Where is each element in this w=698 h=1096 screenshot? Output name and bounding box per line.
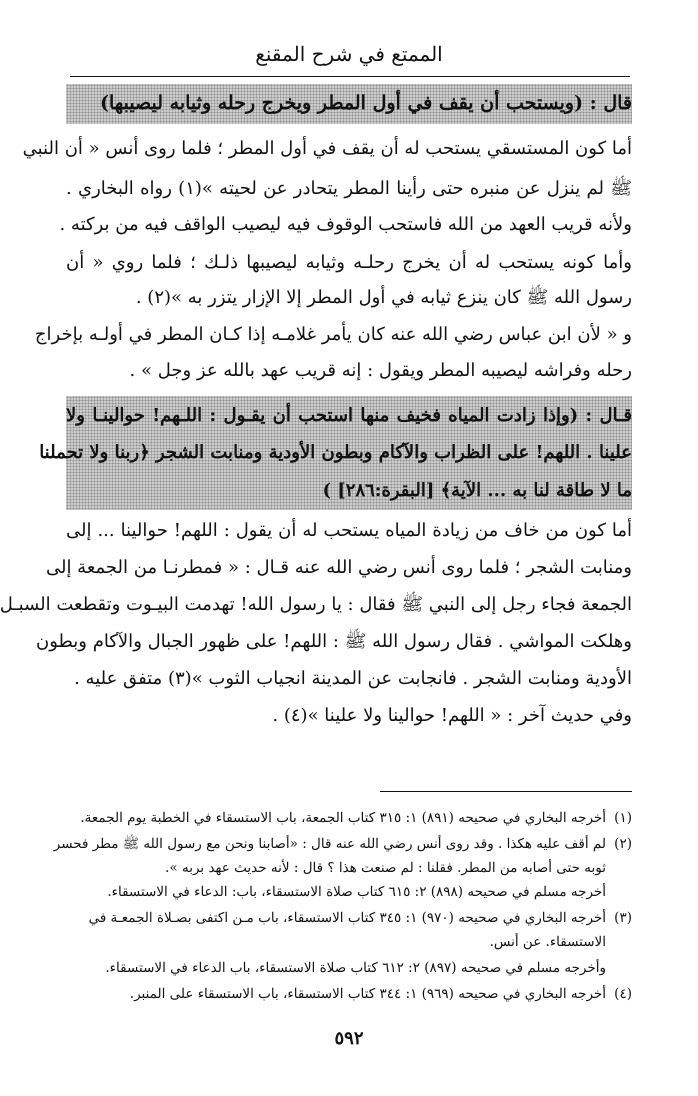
paragraph-1-line: رسول الله ﷺ كان ينزع ثيابه في أول المطر إلا الإزار يتزر به »(٢) .	[135, 287, 632, 308]
paragraph-1-line: أما كون المستسقي يستحب له أن يقف في أول المطر ؛ فلما روى أنس « أن النبي	[22, 138, 632, 159]
footnote-text: أخرجه البخاري في صحيحه (٨٩١) ١: ٣١٥ كتاب الجمعة، باب الاستسقاء في الخطبة يوم الجمعة.	[80, 810, 606, 826]
paragraph-1-line: ولأنه قريب العهد من الله فاستحب الوقوف فيه ليصيب الواقف فيه من بركته .	[59, 214, 632, 235]
footnote-continuation	[66, 880, 632, 906]
footnote-continuation	[66, 930, 632, 956]
paragraph-2-line: الأودية ومنابت الشجر . فانجابت عن المدينة انجياب الثوب »(٣) متفق عليه .	[74, 668, 632, 689]
footnote-text: الاستسقاء. عن أنس.	[489, 934, 606, 950]
footnote	[53, 832, 632, 858]
footnote-number: (٤)	[614, 986, 632, 1002]
quote-2-line: قـال : (وإذا زادت المياه فخيف منها استحب أن يقـول : اللـهم! حوالينـا ولا	[66, 405, 632, 426]
footnote-number: (٢)	[614, 836, 632, 852]
footnote-continuation	[66, 856, 632, 882]
footnote-continuation	[66, 956, 632, 982]
footnote	[66, 906, 632, 932]
footnote-text: ثوبه حتى أصابه من المطر. فقلنا : لم صنعت هذا ؟ قال : لأنه حديث عهد بربه ».	[165, 860, 606, 876]
quote-1: قال : (ويستحب أن يقف في أول المطر ويخرج رحله وثيابه ليصيبها)	[100, 92, 632, 114]
quote-2-line: ما لا طاقة لنا به ... الآية﴾ [البقرة:٢٨٦] )	[322, 480, 632, 501]
footnote-text: أخرجه البخاري في صحيحه (٩٦٩) ١: ٣٤٤ كتاب الاستسقاء، باب الاستسقاء على المنبر.	[129, 986, 606, 1002]
footnote	[66, 806, 632, 832]
paragraph-2-line: ومنابت الشجر ؛ فلما روى أنس رضي الله عنه قـال : « فمطرنـا من الجمعة إلى	[45, 557, 632, 578]
footnote-text: أخرجه البخاري في صحيحه (٩٧٠) ١: ٣٤٥ كتاب الاستسقاء، باب مـن اكتفى بصـلاة الجمعـة في	[88, 910, 606, 926]
quote-2-line: علينا . اللهم! على الظراب والآكام وبطون الأودية ومنابت الشجر ﴿ربنا ولا تحملنا	[39, 442, 632, 463]
footnote-number: (١)	[614, 810, 632, 826]
paragraph-2-line: وفي حديث آخر : « اللهم! حوالينا ولا علينا »(٤) .	[272, 705, 632, 726]
header-rule	[70, 76, 630, 77]
footnote-text: وأخرجه مسلم في صحيحه (٨٩٧) ٢: ٦١٢ كتاب صلاة الاستسقاء، باب الدعاء في الاستسقاء.	[105, 960, 606, 976]
paragraph-2-line: أما كون من خاف من زيادة المياه يستحب له أن يقول : اللهم! حوالينا ... إلى	[66, 520, 632, 541]
page-number: ٥٩٢	[334, 1028, 364, 1049]
paragraph-1-line: رحله وفراشه ليصيبه المطر ويقول : إنه قريب عهد بالله عز وجل » .	[129, 360, 632, 381]
footnote-text: أخرجه مسلم في صحيحه (٨٩٨) ٢: ٦١٥ كتاب صلاة الاستسقاء، باب: الدعاء في الاستسقاء.	[107, 884, 606, 900]
running-header: الممتع في شرح المقنع	[255, 42, 443, 66]
paragraph-1-line: وأما كونه يستحب له أن يخرج رحلـه وثيابه ليصيبها ذلـك ؛ فلما روي « أن	[66, 252, 632, 273]
paragraph-1-line: ﷺ لم ينزل عن منبره حتى رأينا المطر يتحادر عن لحيته »(١) رواه البخاري .	[66, 178, 633, 199]
paragraph-2-line: الجمعة فجاء رجل إلى النبي ﷺ فقال : يا رسول الله! تهدمت البيـوت وتقطعت السبـل	[0, 594, 632, 615]
footnote-rule	[380, 791, 632, 792]
footnote-text: لم أقف عليه هكذا . وقد روى أنس رضي الله عنه قال : «أصابنا ونحن مع رسول الله ﷺ مطر فحسر	[53, 836, 606, 852]
footnote	[66, 982, 632, 1008]
paragraph-1-line: و « لأن ابن عباس رضي الله عنه كان يأمر غلامـه إذا كـان المطر في أولـه بإخراج	[34, 324, 632, 345]
paragraph-2-line: وهلكت المواشي . فقال رسول الله ﷺ : اللهم! على ظهور الجبال والآكام وبطون	[36, 631, 632, 652]
footnote-number: (٣)	[614, 910, 632, 926]
